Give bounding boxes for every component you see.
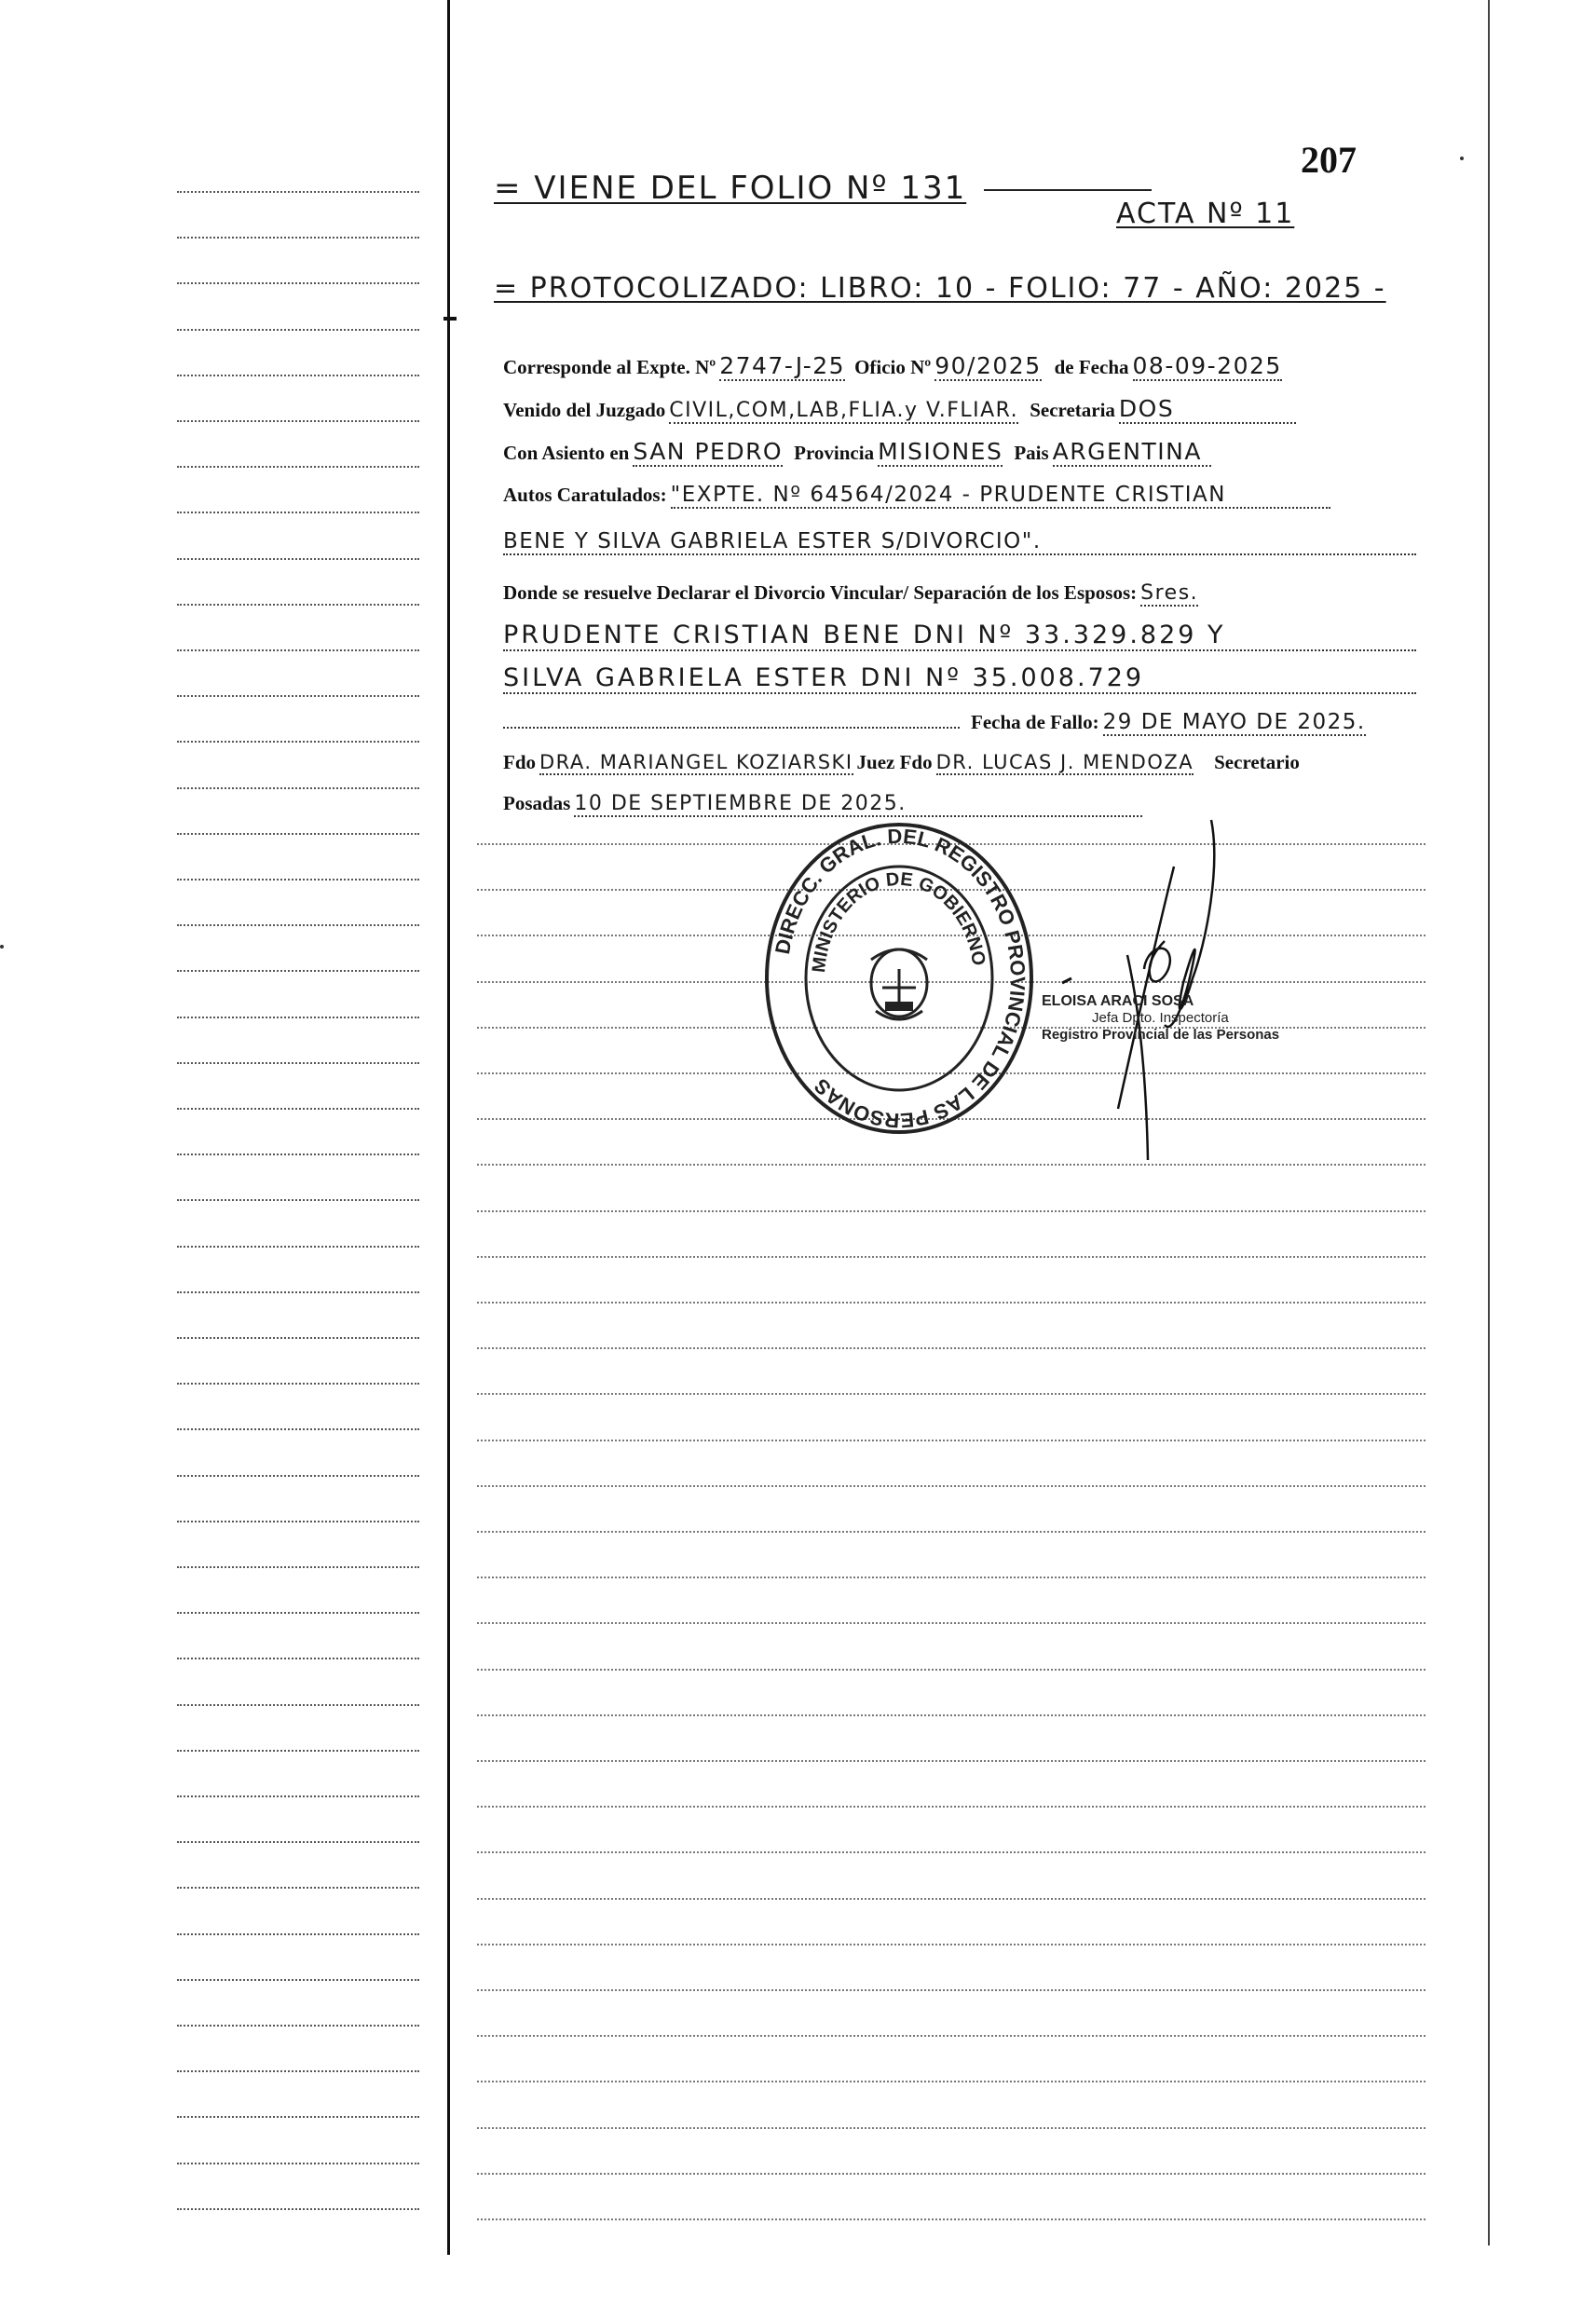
ruled-dotted-line [477,1714,1425,1716]
margin-dotted-line [177,833,419,835]
margin-dotted-line [177,1475,419,1477]
oficio-value: 90/2025 [934,352,1042,379]
margin-dotted-line [177,1017,419,1018]
ruled-dotted-line [477,1485,1425,1487]
margin-dotted-line [177,1795,419,1797]
margin-dotted-line [177,1108,419,1110]
margin-dotted-line [177,695,419,697]
fdo-juez-value: DRA. MARIANGEL KOZIARSKI [539,751,853,773]
ruled-dotted-line [477,1256,1425,1258]
official-stamp [759,820,1039,1137]
margin-dotted-line [177,329,419,331]
margin-dotted-line [177,970,419,972]
ruled-dotted-line [477,1622,1425,1624]
row-resuelve [503,581,1198,605]
margin-dotted-line [177,420,419,422]
margin-dotted-line [177,604,419,606]
autos-label: Autos Caratulados: [503,484,667,506]
row-esposo-2 [503,663,1416,694]
juez-label: Juez Fdo [856,751,933,773]
margin-dotted-line [177,879,419,880]
margin-dotted-line [177,1337,419,1339]
margin-rule [447,0,450,2255]
margin-dotted-line [177,1428,419,1430]
right-rule [1488,0,1490,2246]
margin-dotted-line [177,1154,419,1155]
row-expte [503,352,1282,379]
margin-dotted-line [177,466,419,468]
ruled-dotted-line [477,1531,1425,1533]
row-autos-2 [503,529,1416,555]
margin-tick [443,317,457,321]
margin-dotted-line [177,1750,419,1752]
signature [1034,792,1248,1183]
secretaria-label: Secretaria [1030,399,1115,421]
dash-line [984,189,1152,191]
margin-dotted-line [177,1199,419,1201]
ruled-dotted-line [477,2081,1425,2082]
resuelve-sres: Sres. [1140,581,1199,605]
margin-dotted-line [177,512,419,513]
row-autos [503,483,1330,509]
fdo-sec-value: DR. LUCAS J. MENDOZA [935,751,1194,773]
margin-dotted-line [177,1979,419,1981]
row-firmas [503,751,1300,774]
margin-dotted-line [177,787,419,789]
margin-dotted-line [177,282,419,284]
margin-dotted-line [177,375,419,376]
ruled-dotted-line [477,1577,1425,1578]
margin-dotted-line [177,2025,419,2027]
margin-dotted-line [177,1841,419,1843]
fecha-value: 08-09-2025 [1132,352,1282,379]
ruled-dotted-line [477,1989,1425,1991]
margin-dotted-line [177,1246,419,1248]
ruled-dotted-line [477,1302,1425,1304]
right-dot [1460,157,1464,160]
oficio-label: Oficio Nº [854,356,932,378]
provincia-value: MISIONES [878,438,1003,465]
margin-dotted-line [177,1383,419,1385]
margin-dotted-line [177,1291,419,1293]
ruled-dotted-line [477,2218,1425,2220]
margin-dotted-line [177,741,419,743]
pais-label: Pais [1014,442,1049,464]
row-juzgado [503,395,1296,424]
margin-dotted-line [177,2116,419,2118]
margin-dotted-line [177,1658,419,1659]
expte-label: Corresponde al Expte. Nº [503,356,716,378]
ruled-dotted-line [477,1164,1425,1166]
posadas-value: 10 DE SEPTIEMBRE DE 2025. [574,792,1142,817]
margin-dotted-line [177,924,419,926]
ruled-dotted-line [477,2127,1425,2129]
ruled-dotted-line [477,1898,1425,1900]
fecha-label: de Fecha [1054,356,1129,378]
expte-value: 2747-J-25 [719,352,846,379]
header-viene-folio [494,170,1152,207]
pais-value: ARGENTINA [1053,438,1211,467]
header-protocolizado [494,272,1386,305]
stamp-inner-text: MINISTERIO DE GOBIERNO [808,868,989,974]
margin-dotted-line [177,649,419,651]
ruled-dotted-line [477,1347,1425,1349]
stamp-outer-text: DIRECC. GRAL. DEL REGISTRO PROVINCIAL DE LAS PERSONAS [770,824,1030,1133]
signatory-org: Registro Provincial de las Personas [1042,1027,1280,1043]
acta-number: ACTA Nº 11 [1116,198,1295,230]
spouse-1: PRUDENTE CRISTIAN BENE DNI Nº 33.329.829 Y [503,621,1416,651]
asiento-label: Con Asiento en [503,442,630,464]
secretaria-value: DOS [1119,395,1296,424]
fallo-value: 29 DE MAYO DE 2025. [1102,710,1366,734]
margin-dot [0,945,4,949]
margin-dotted-line [177,1704,419,1706]
margin-dotted-line [177,237,419,239]
ruled-dotted-line [477,2035,1425,2037]
fdo-juez-label: Fdo [503,751,537,773]
autos-value-2: BENE Y SILVA GABRIELA ESTER S/DIVORCIO". [503,529,1416,555]
signatory-role: Jefa Dpto. Inspectoría [1092,1010,1229,1026]
ruled-dotted-line [477,1851,1425,1853]
page-number: 207 [1301,139,1357,181]
ruled-dotted-line [477,2173,1425,2175]
juzgado-label: Venido del Juzgado [503,399,666,421]
secretario-label: Secretario [1214,751,1300,773]
margin-dotted-line [177,2208,419,2210]
ruled-dotted-line [477,1760,1425,1762]
spouse-2: SILVA GABRIELA ESTER DNI Nº 35.008.729 [503,663,1416,694]
resuelve-label: Donde se resuelve Declarar el Divorcio Vincular/ Separación de los Esposos: [503,581,1138,604]
fallo-dots [503,727,960,729]
ruled-dotted-line [477,1210,1425,1212]
row-esposo-1 [503,621,1416,651]
posadas-label: Posadas [503,792,571,814]
signatory-block [1042,993,1279,1044]
signatory-name: ELOISA ARACI SOSA [1042,993,1194,1009]
ruled-dotted-line [477,1944,1425,1945]
autos-value-1: "EXPTE. Nº 64564/2024 - PRUDENTE CRISTIAN [671,483,1330,509]
asiento-value: SAN PEDRO [633,438,784,465]
protocolizado-text: = PROTOCOLIZADO: LIBRO: 10 - FOLIO: 77 - AÑO: 2025 - [494,272,1386,305]
viene-del-folio-text: = VIENE DEL FOLIO Nº 131 [494,170,967,207]
ruled-dotted-line [477,1669,1425,1671]
margin-dotted-line [177,191,419,193]
ruled-dotted-line [477,1393,1425,1395]
juzgado-value: CIVIL,COM,LAB,FLIA.y V.FLIAR. [669,399,1019,422]
margin-dotted-line [177,2070,419,2072]
ruled-dotted-line [477,1806,1425,1808]
margin-dotted-line [177,2163,419,2164]
margin-dotted-line [177,1887,419,1889]
margin-dotted-line [177,1933,419,1935]
fallo-label: Fecha de Fallo: [971,711,1099,733]
row-fallo [503,710,1366,734]
margin-dotted-line [177,1566,419,1568]
row-asiento [503,438,1211,467]
ruled-dotted-line [477,1440,1425,1441]
margin-dotted-line [177,1521,419,1522]
coat-of-arms-icon [871,949,927,1019]
header-acta [1116,198,1294,230]
provincia-label: Provincia [794,442,875,464]
margin-dotted-line [177,1612,419,1614]
margin-dotted-line [177,1062,419,1064]
margin-dotted-line [177,558,419,560]
